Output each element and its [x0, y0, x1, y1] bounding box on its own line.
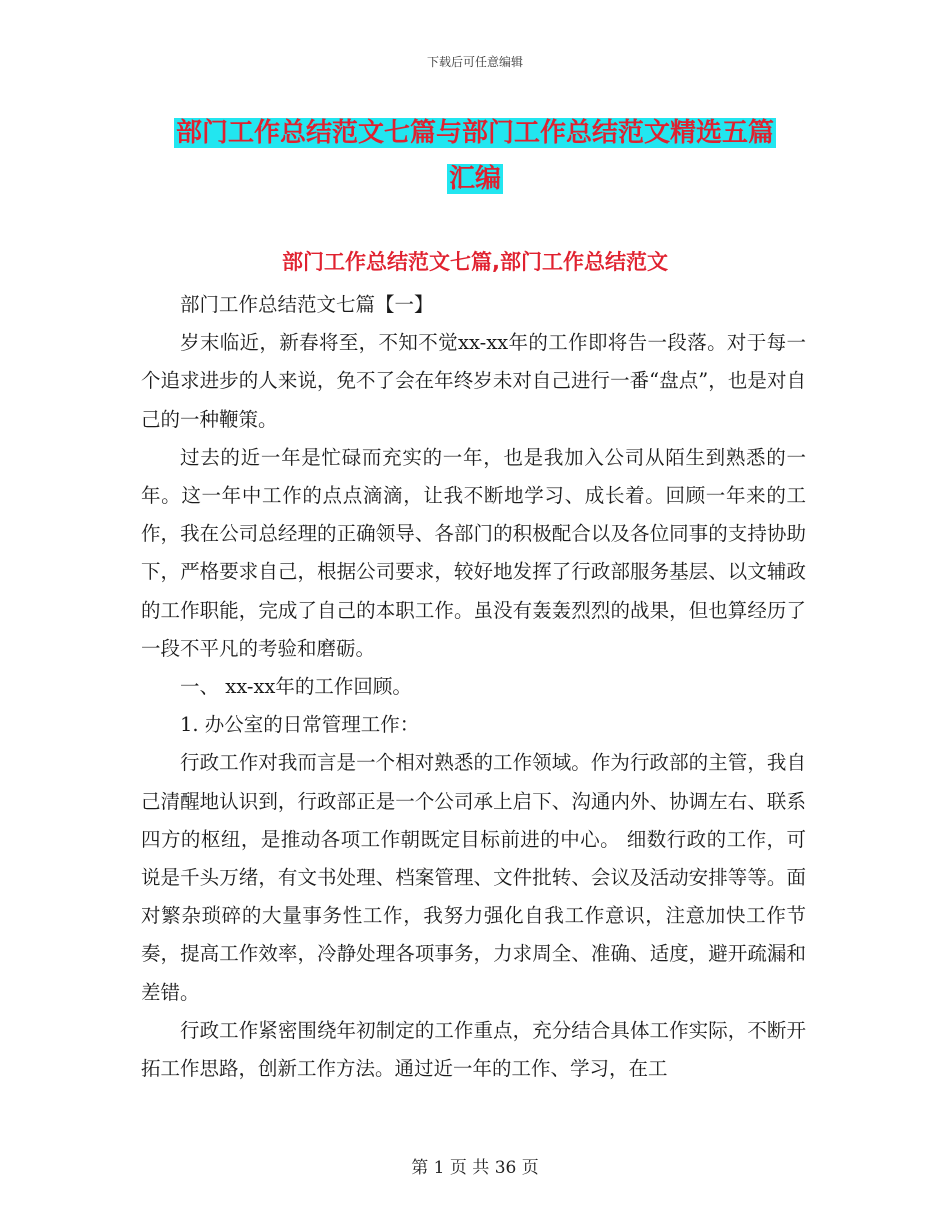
page-number: 第 1 页 共 36 页 [411, 1158, 539, 1178]
title-line-2: 汇编 [448, 164, 501, 194]
header-note: 下载后可任意编辑 [426, 55, 523, 69]
section-subtitle: 部门工作总结范文七篇,部门工作总结范文 [282, 250, 668, 274]
paragraph: 行政工作对我而言是一个相对熟悉的工作领域。作为行政部的主管，我自己清醒地认识到，行政部正是一个公司承上启下、沟通内外、协调左右、联系四方的枢纽，是推动各项工作朝既定目标前进的中心。 细数行政的工作，可说是千头万绪，有文书处理、档案管理、文件批转、会议及活动安排等等。面对繁杂琐碎的大量事务性工作，我努力强化自我工作意识，注意加快工作节奏，提高工作效率，冷静处理各项事务，力求周全、准确、适度，避开疏漏和差错。 [141, 751, 806, 1004]
section-heading: 一、 xx-xx年的工作回顾。 [180, 675, 412, 699]
document-title [140, 110, 810, 202]
document-body [141, 286, 806, 1088]
paragraph: 岁末临近，新春将至，不知不觉xx-xx年的工作即将告一段落。对于每一个追求进步的人来说，免不了会在年终岁未对自己进行一番“盘点”，也是对自己的一种鞭策。 [141, 331, 806, 431]
title-line-1: 部门工作总结范文七篇与部门工作总结范文精选五篇 [175, 118, 774, 148]
subsection-heading: 1. 办公室的日常管理工作： [180, 713, 420, 737]
paragraph: 行政工作紧密围绕年初制定的工作重点，充分结合具体工作实际，不断开拓工作思路，创新工作方法。通过近一年的工作、学习，在工 [141, 1018, 806, 1081]
paragraph: 过去的近一年是忙碌而充实的一年，也是我加入公司从陌生到熟悉的一年。这一年中工作的点点滴滴，让我不断地学习、成长着。回顾一年来的工作，我在公司总经理的正确领导、各部门的积极配合以及各位同事的支持协助下，严格要求自己，根据公司要求，较好地发挥了行政部服务基层、以文辅政的工作职能，完成了自己的本职工作。虽没有轰轰烈烈的战果，但也算经历了一段不平凡的考验和磨砺。 [141, 445, 806, 660]
paragraph-heading: 部门工作总结范文七篇【一】 [180, 293, 434, 316]
